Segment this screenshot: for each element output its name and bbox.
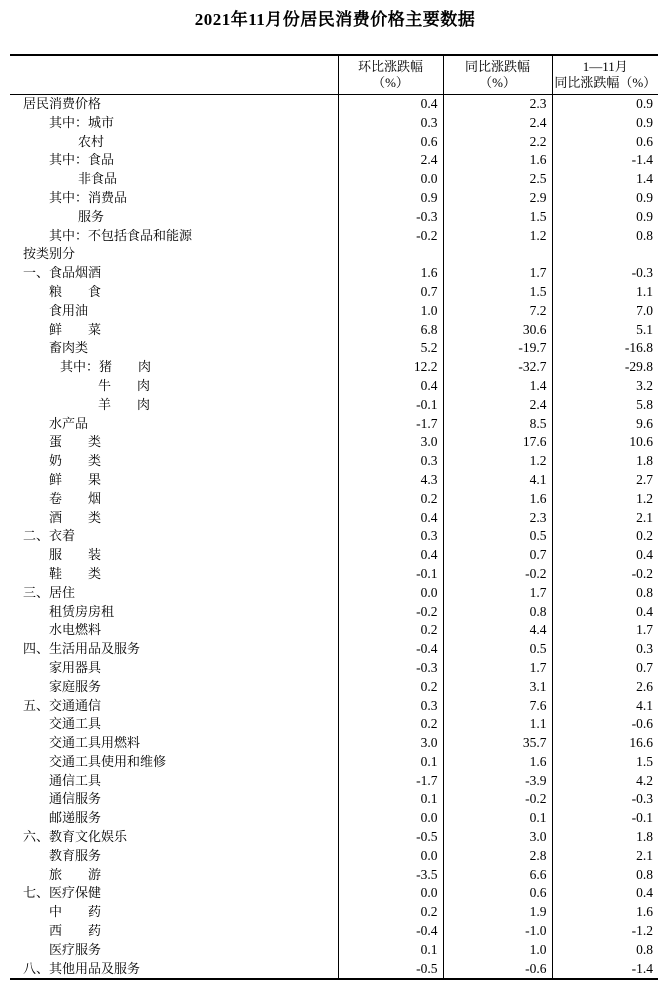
mom-value: 0.9	[338, 189, 443, 208]
ytd-value: 0.8	[552, 584, 658, 603]
ytd-value: 0.7	[552, 659, 658, 678]
mom-value: 0.1	[338, 941, 443, 960]
yoy-value: 0.7	[443, 546, 552, 565]
mom-value: -0.2	[338, 227, 443, 246]
yoy-value: 3.0	[443, 828, 552, 847]
mom-value: 0.1	[338, 753, 443, 772]
row-label: 按类别分	[23, 246, 76, 262]
yoy-value: 2.8	[443, 847, 552, 866]
yoy-value: 2.3	[443, 95, 552, 114]
row-label: 食用油	[49, 302, 89, 318]
row-label: 租赁房房租	[49, 603, 115, 619]
col-header-yoy-line1: 同比涨跌幅	[464, 59, 530, 74]
row-label: 非食品	[78, 171, 118, 187]
ytd-value: 2.6	[552, 678, 658, 697]
ytd-value: 0.3	[552, 640, 658, 659]
table-row	[10, 922, 658, 941]
mom-value: 0.4	[338, 546, 443, 565]
yoy-value: 2.9	[443, 189, 552, 208]
ytd-value: 1.8	[552, 828, 658, 847]
table-row	[10, 415, 658, 434]
mom-value: 0.3	[338, 697, 443, 716]
row-label: 六、教育文化娱乐	[23, 829, 128, 845]
table-row	[10, 697, 658, 716]
mom-value: -0.3	[338, 208, 443, 227]
table-row	[10, 264, 658, 283]
ytd-value: -16.8	[552, 339, 658, 358]
row-label: 七、医疗保健	[23, 885, 102, 901]
mom-value	[338, 245, 443, 264]
row-label: 其中：消费品	[49, 189, 128, 205]
mom-value: 0.4	[338, 509, 443, 528]
cpi-table	[10, 54, 658, 980]
row-label: 交通工具用燃料	[49, 735, 141, 751]
mom-value: -0.1	[338, 565, 443, 584]
ytd-value: 0.9	[552, 95, 658, 114]
yoy-value: 1.6	[443, 753, 552, 772]
table-row	[10, 321, 658, 340]
yoy-value: 1.7	[443, 659, 552, 678]
yoy-value: -3.9	[443, 772, 552, 791]
mom-value: -0.1	[338, 396, 443, 415]
ytd-value: 1.7	[552, 621, 658, 640]
row-label: 鲜 菜	[49, 321, 102, 337]
row-label: 家庭服务	[49, 678, 102, 694]
yoy-value: 2.4	[443, 396, 552, 415]
ytd-value: 0.6	[552, 133, 658, 152]
table-row	[10, 753, 658, 772]
yoy-value: 1.5	[443, 283, 552, 302]
row-label: 畜肉类	[49, 340, 89, 356]
ytd-value: -0.3	[552, 790, 658, 809]
yoy-value: 4.1	[443, 471, 552, 490]
col-header-ytd	[552, 55, 658, 95]
table-row	[10, 772, 658, 791]
mom-value: 0.3	[338, 527, 443, 546]
col-header-yoy	[443, 55, 552, 95]
ytd-value: 0.9	[552, 208, 658, 227]
table-row	[10, 490, 658, 509]
table-row	[10, 809, 658, 828]
row-label: 五、交通通信	[23, 697, 102, 713]
row-label: 其中：猪 肉	[60, 359, 152, 375]
ytd-value: -29.8	[552, 358, 658, 377]
row-label: 水产品	[49, 415, 89, 431]
ytd-value: 3.2	[552, 377, 658, 396]
table-row	[10, 133, 658, 152]
mom-value: 0.0	[338, 170, 443, 189]
yoy-value: 1.2	[443, 227, 552, 246]
mom-value: 3.0	[338, 433, 443, 452]
row-label: 服务	[78, 208, 105, 224]
ytd-value: 0.9	[552, 114, 658, 133]
ytd-value: 16.6	[552, 734, 658, 753]
ytd-value: 4.2	[552, 772, 658, 791]
table-row	[10, 509, 658, 528]
mom-value: 0.2	[338, 678, 443, 697]
row-label: 交通工具	[49, 716, 102, 732]
row-label: 农村	[78, 133, 105, 149]
row-label: 通信服务	[49, 791, 102, 807]
mom-value: -0.5	[338, 960, 443, 980]
ytd-value: -0.3	[552, 264, 658, 283]
row-label: 家用器具	[49, 659, 102, 675]
row-label: 蛋 类	[49, 434, 102, 450]
mom-value: -0.5	[338, 828, 443, 847]
row-label: 西 药	[49, 923, 102, 939]
mom-value: -1.7	[338, 772, 443, 791]
row-label: 居民消费价格	[23, 96, 102, 111]
yoy-value: -0.6	[443, 960, 552, 980]
row-label: 其中：不包括食品和能源	[49, 227, 193, 243]
yoy-value: 0.5	[443, 640, 552, 659]
col-header-yoy-line2: （%）	[479, 75, 516, 90]
table-row	[10, 377, 658, 396]
ytd-value: 1.1	[552, 283, 658, 302]
mom-value: 0.0	[338, 809, 443, 828]
yoy-value	[443, 245, 552, 264]
col-header-ytd-line2: 同比涨跌幅（%）	[554, 75, 657, 90]
row-label: 牛 肉	[98, 377, 151, 393]
yoy-value: 0.6	[443, 884, 552, 903]
ytd-value: 0.8	[552, 866, 658, 885]
ytd-value: 5.1	[552, 321, 658, 340]
table-row	[10, 189, 658, 208]
row-label: 鲜 果	[49, 471, 102, 487]
page-title: 2021年11月份居民消费价格主要数据	[194, 10, 476, 29]
table-row	[10, 584, 658, 603]
table-row	[10, 339, 658, 358]
ytd-value: -1.2	[552, 922, 658, 941]
yoy-value: 2.5	[443, 170, 552, 189]
row-label: 奶 类	[49, 453, 102, 469]
mom-value: 0.1	[338, 790, 443, 809]
mom-value: 1.0	[338, 302, 443, 321]
ytd-value: 0.4	[552, 884, 658, 903]
mom-value: 2.4	[338, 151, 443, 170]
mom-value: 6.8	[338, 321, 443, 340]
mom-value: 0.6	[338, 133, 443, 152]
table-row	[10, 471, 658, 490]
ytd-value: 2.7	[552, 471, 658, 490]
row-label: 八、其他用品及服务	[23, 960, 141, 976]
yoy-value: 2.4	[443, 114, 552, 133]
ytd-value: 1.6	[552, 903, 658, 922]
yoy-value: 1.6	[443, 490, 552, 509]
ytd-value: 2.1	[552, 847, 658, 866]
yoy-value: 17.6	[443, 433, 552, 452]
ytd-value: 0.8	[552, 941, 658, 960]
row-label: 鞋 类	[49, 565, 102, 581]
table-row	[10, 715, 658, 734]
yoy-value: 1.4	[443, 377, 552, 396]
table-row	[10, 245, 658, 264]
yoy-value: 2.3	[443, 509, 552, 528]
ytd-value: 10.6	[552, 433, 658, 452]
ytd-value: -0.1	[552, 809, 658, 828]
table-row	[10, 678, 658, 697]
table-row	[10, 866, 658, 885]
ytd-value: 1.5	[552, 753, 658, 772]
table-row	[10, 95, 658, 114]
row-label: 其中：城市	[49, 114, 115, 130]
row-label: 通信工具	[49, 772, 102, 788]
ytd-value: 1.4	[552, 170, 658, 189]
row-label: 中 药	[49, 904, 102, 920]
yoy-value: 30.6	[443, 321, 552, 340]
table-row	[10, 396, 658, 415]
mom-value: 0.0	[338, 847, 443, 866]
yoy-value: 1.7	[443, 264, 552, 283]
yoy-value: 7.6	[443, 697, 552, 716]
ytd-value: -1.4	[552, 151, 658, 170]
row-label: 教育服务	[49, 847, 102, 863]
mom-value: 3.0	[338, 734, 443, 753]
mom-value: -0.4	[338, 640, 443, 659]
ytd-value: 0.4	[552, 603, 658, 622]
table-row	[10, 884, 658, 903]
table-row	[10, 903, 658, 922]
mom-value: 0.2	[338, 621, 443, 640]
yoy-value: 35.7	[443, 734, 552, 753]
yoy-value: 6.6	[443, 866, 552, 885]
mom-value: 0.0	[338, 884, 443, 903]
mom-value: -0.3	[338, 659, 443, 678]
table-row	[10, 828, 658, 847]
ytd-value: -0.2	[552, 565, 658, 584]
yoy-value: 1.7	[443, 584, 552, 603]
row-label: 卷 烟	[49, 490, 102, 506]
yoy-value: 1.1	[443, 715, 552, 734]
row-label: 羊 肉	[98, 396, 151, 412]
row-label: 水电燃料	[49, 622, 102, 638]
table-body	[10, 95, 658, 980]
yoy-value: -1.0	[443, 922, 552, 941]
mom-value: 0.3	[338, 452, 443, 471]
table-row	[10, 960, 658, 980]
ytd-value: 4.1	[552, 697, 658, 716]
table-row	[10, 603, 658, 622]
row-label: 医疗服务	[49, 941, 102, 957]
mom-value: 0.4	[338, 95, 443, 114]
mom-value: 0.0	[338, 584, 443, 603]
col-header-ytd-line1: 1—11月	[582, 59, 628, 74]
yoy-value: 1.6	[443, 151, 552, 170]
table-row	[10, 546, 658, 565]
row-label: 二、衣着	[23, 528, 76, 544]
table-row	[10, 452, 658, 471]
mom-value: 12.2	[338, 358, 443, 377]
ytd-value	[552, 245, 658, 264]
yoy-value: 2.2	[443, 133, 552, 152]
table-row	[10, 621, 658, 640]
row-label: 酒 类	[49, 509, 102, 525]
row-label: 其中：食品	[49, 152, 115, 168]
table-row	[10, 208, 658, 227]
ytd-value: 0.4	[552, 546, 658, 565]
row-label: 旅 游	[49, 866, 102, 882]
ytd-value: 0.8	[552, 227, 658, 246]
table-row	[10, 659, 658, 678]
row-label: 邮递服务	[49, 810, 102, 826]
header-row	[10, 55, 658, 95]
table-header	[10, 55, 658, 95]
row-label: 三、居住	[23, 584, 76, 600]
table-row	[10, 941, 658, 960]
mom-value: -0.4	[338, 922, 443, 941]
yoy-value: -0.2	[443, 790, 552, 809]
table-row	[10, 114, 658, 133]
mom-value: 0.4	[338, 377, 443, 396]
ytd-value: 1.8	[552, 452, 658, 471]
ytd-value: -1.4	[552, 960, 658, 980]
row-label: 四、生活用品及服务	[23, 641, 141, 657]
table-row	[10, 302, 658, 321]
yoy-value: 1.0	[443, 941, 552, 960]
row-label: 服 装	[49, 547, 102, 563]
mom-value: -3.5	[338, 866, 443, 885]
mom-value: 0.3	[338, 114, 443, 133]
mom-value: 0.2	[338, 715, 443, 734]
mom-value: -0.2	[338, 603, 443, 622]
mom-value: 0.2	[338, 490, 443, 509]
col-header-mom-line2: （%）	[372, 75, 409, 90]
yoy-value: 0.5	[443, 527, 552, 546]
row-label: 交通工具使用和维修	[49, 753, 167, 769]
table-row	[10, 734, 658, 753]
ytd-value: 5.8	[552, 396, 658, 415]
ytd-value: 0.9	[552, 189, 658, 208]
mom-value: 5.2	[338, 339, 443, 358]
col-header-mom	[338, 55, 443, 95]
table-row	[10, 790, 658, 809]
yoy-value: 3.1	[443, 678, 552, 697]
table-row	[10, 847, 658, 866]
row-label: 粮 食	[49, 283, 102, 299]
ytd-value: 1.2	[552, 490, 658, 509]
table-row	[10, 170, 658, 189]
ytd-value: 9.6	[552, 415, 658, 434]
yoy-value: -19.7	[443, 339, 552, 358]
row-label: 一、食品烟酒	[23, 265, 102, 281]
ytd-value: -0.6	[552, 715, 658, 734]
table-row	[10, 227, 658, 246]
mom-value: 1.6	[338, 264, 443, 283]
yoy-value: 0.8	[443, 603, 552, 622]
yoy-value: 0.1	[443, 809, 552, 828]
mom-value: 0.2	[338, 903, 443, 922]
col-header-mom-line1: 环比涨跌幅	[357, 59, 423, 74]
mom-value: 4.3	[338, 471, 443, 490]
yoy-value: 1.5	[443, 208, 552, 227]
table-row	[10, 151, 658, 170]
ytd-value: 0.2	[552, 527, 658, 546]
yoy-value: 4.4	[443, 621, 552, 640]
yoy-value: 1.9	[443, 903, 552, 922]
table-row	[10, 527, 658, 546]
ytd-value: 7.0	[552, 302, 658, 321]
mom-value: 0.7	[338, 283, 443, 302]
col-header-label	[10, 55, 338, 95]
yoy-value: 1.2	[443, 452, 552, 471]
yoy-value: 8.5	[443, 415, 552, 434]
yoy-value: 7.2	[443, 302, 552, 321]
mom-value: -1.7	[338, 415, 443, 434]
table-row	[10, 640, 658, 659]
yoy-value: -32.7	[443, 358, 552, 377]
table-row	[10, 283, 658, 302]
table-row	[10, 358, 658, 377]
yoy-value: -0.2	[443, 565, 552, 584]
table-row	[10, 565, 658, 584]
ytd-value: 2.1	[552, 509, 658, 528]
table-row	[10, 433, 658, 452]
